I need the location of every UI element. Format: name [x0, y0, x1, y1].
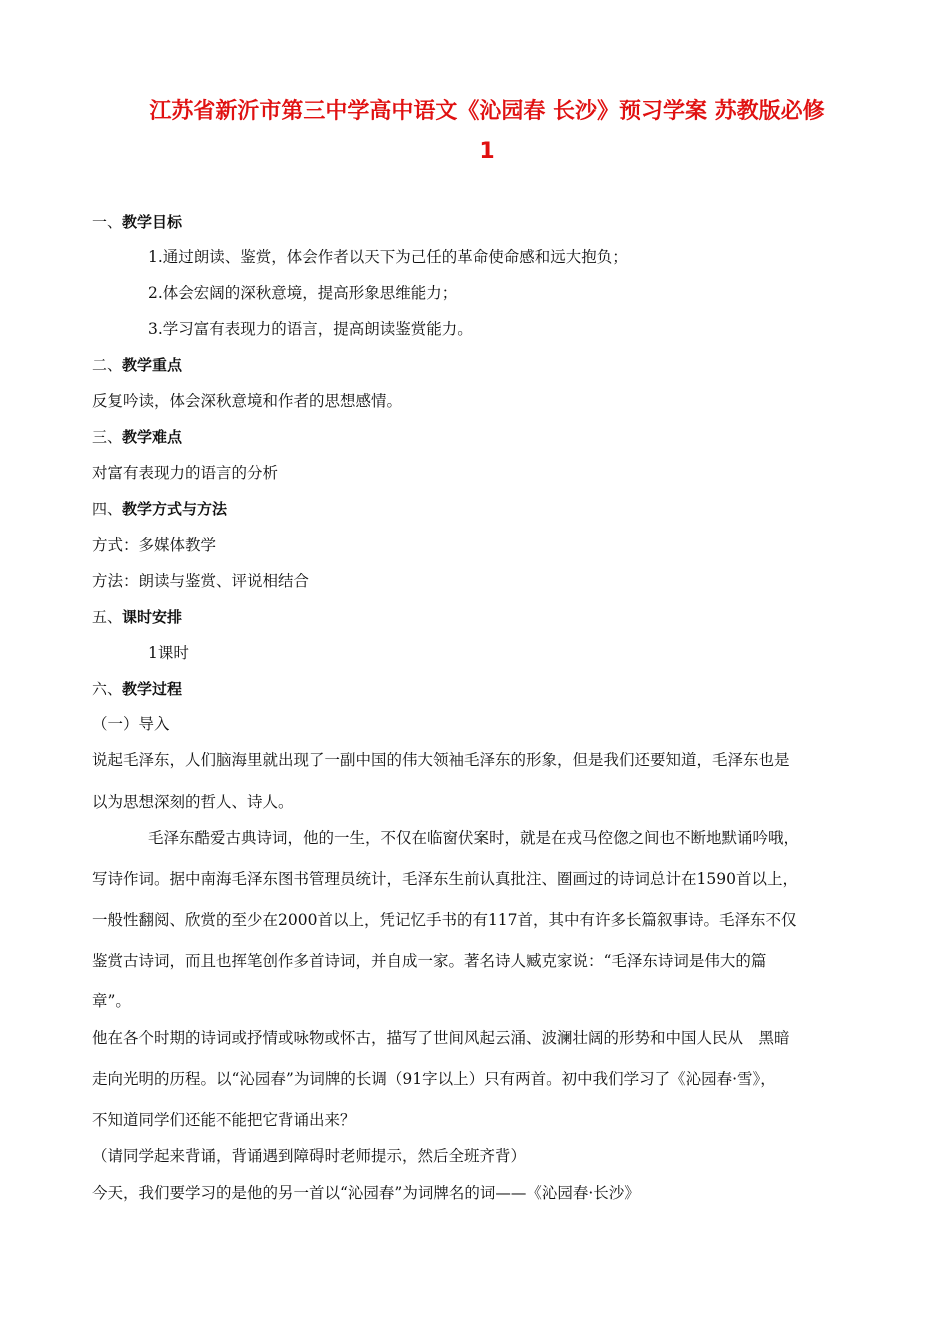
paragraph-line: 以为思想深刻的哲人、诗人。: [92, 793, 294, 811]
section-heading-key-points: [92, 354, 182, 376]
objective-item: 1.通过朗读、鉴赏，体会作者以天下为己任的革命使命感和远大抱负；: [148, 248, 628, 266]
section-number: 三、: [92, 428, 123, 446]
section-text: 1课时: [148, 644, 189, 662]
section-heading-methods: [92, 498, 227, 520]
section-heading-objectives: [92, 211, 182, 233]
paragraph-line: 说起毛泽东，人们脑海里就出现了一副中国的伟大领袖毛泽东的形象，但是我们还要知道，毛泽东也是: [92, 751, 790, 769]
teaching-way: 方式：多媒体教学: [92, 536, 217, 554]
teaching-method: 方法：朗读与鉴赏、评说相结合: [92, 572, 310, 590]
document-title: 江苏省新沂市第三中学高中语文《沁园春 长沙》预习学案 苏教版必修: [149, 99, 825, 124]
paragraph-line: 他在各个时期的诗词或抒情或咏物或怀古，描写了世间风起云涌、波澜壮阔的形势和中国人民从 黑暗: [92, 1029, 790, 1047]
paragraph-line: 走向光明的历程。以“沁园春”为词牌的长调（91字以上）只有两首。初中我们学习了《沁园春·雪》，: [92, 1070, 776, 1088]
objective-item: 2.体会宏阔的深秋意境，提高形象思维能力；: [148, 284, 458, 302]
paragraph-line: 一般性翻阅、欣赏的至少在2000首以上，凭记忆手书的有117首，其中有许多长篇叙事诗。毛泽东不仅: [92, 911, 797, 929]
section-number: 六、: [92, 680, 123, 698]
subsection-heading: （一）导入: [92, 715, 170, 733]
section-number: 四、: [92, 500, 123, 518]
section-title: 课时安排: [122, 608, 183, 626]
paragraph-line: 毛泽东酷爱古典诗词，他的一生，不仅在临窗伏案时，就是在戎马倥偬之间也不断地默诵吟哦，: [148, 829, 800, 847]
section-title: 教学目标: [122, 213, 183, 231]
section-number: 二、: [92, 356, 123, 374]
section-title: 教学难点: [122, 428, 183, 446]
objective-item: 3.学习富有表现力的语言，提高朗读鉴赏能力。: [148, 320, 473, 338]
section-heading-difficulties: [92, 426, 182, 448]
section-title: 教学过程: [122, 680, 183, 698]
paragraph-line: 章”。: [92, 992, 131, 1010]
section-number: 五、: [92, 608, 123, 626]
section-text: 对富有表现力的语言的分析: [92, 464, 279, 482]
paragraph-line: 不知道同学们还能不能把它背诵出来？: [92, 1111, 356, 1129]
paragraph-line: （请同学起来背诵，背诵遇到障碍时老师提示，然后全班齐背）: [92, 1147, 527, 1165]
document-title-continued: 1: [479, 139, 495, 164]
section-number: 一、: [92, 213, 123, 231]
section-title: 教学重点: [122, 356, 183, 374]
section-heading-process: [92, 678, 182, 700]
section-title: 教学方式与方法: [122, 500, 228, 518]
section-text: 反复吟读，体会深秋意境和作者的思想感情。: [92, 392, 403, 410]
paragraph-line: 写诗作词。据中南海毛泽东图书管理员统计，毛泽东生前认真批注、圈画过的诗词总计在1590首以上，: [92, 870, 798, 888]
paragraph-line: 鉴赏古诗词，而且也挥笔创作多首诗词，并自成一家。著名诗人臧克家说：“毛泽东诗词是伟大的篇: [92, 952, 767, 970]
section-heading-schedule: [92, 606, 182, 628]
paragraph-line: 今天，我们要学习的是他的另一首以“沁园春”为词牌名的词——《沁园春·长沙》: [92, 1184, 640, 1202]
